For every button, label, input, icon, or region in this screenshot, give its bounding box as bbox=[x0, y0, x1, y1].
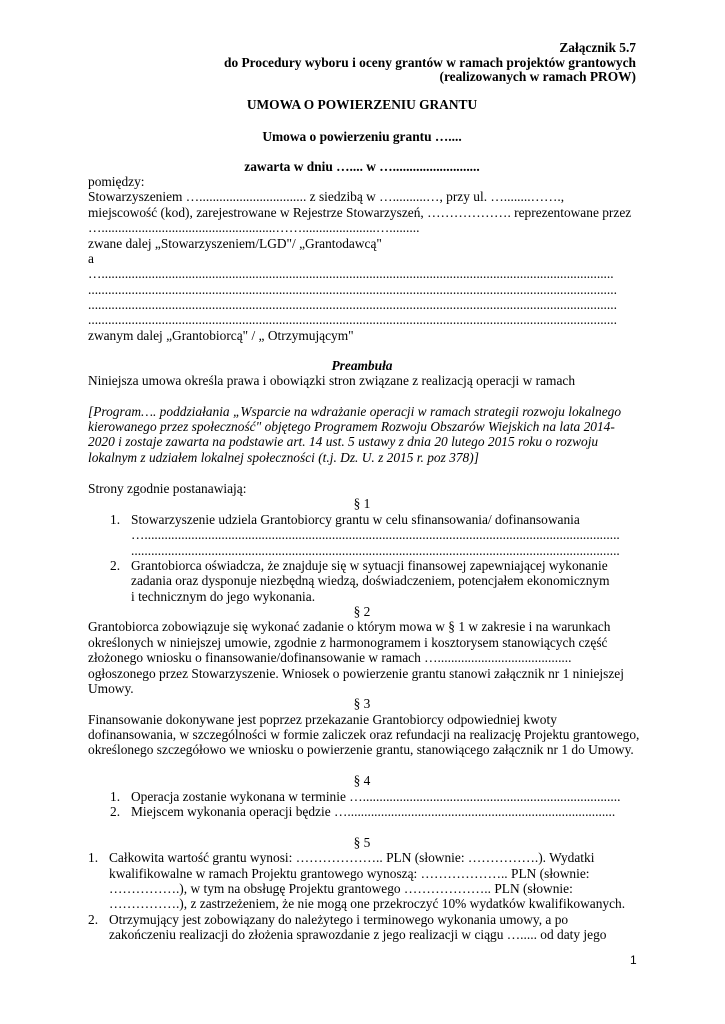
parties-line: miejscowość (kod), zarejestrowane w Rejestrze Stowarzyszeń, ………………. reprezentowane przez bbox=[88, 205, 632, 220]
section-2-text: określonych w niniejszej umowie, zgodnie z harmonogramem i kosztorysem stanowiących część bbox=[88, 635, 608, 650]
section-5-text: kwalifikowalne w ramach Projektu grantowego wynoszą: ……………….. PLN (słownie: bbox=[109, 866, 590, 881]
section-1-text: Stowarzyszenie udziela Grantobiorcy grantu w celu sfinansowania/ dofinansowania bbox=[131, 512, 580, 527]
section-2-text: ogłoszonego przez Stowarzyszenie. Wniosek o powierzenie grantu stanowi załącznik nr 1 niniejszej bbox=[88, 666, 624, 681]
preamble-italic: [Program…. poddziałania „Wsparcie na wdrażanie operacji w ramach strategii rozwoju lokalnego bbox=[88, 404, 622, 419]
section-1-dots: .................................................................................................................................................. bbox=[131, 543, 620, 558]
parties-dots: …......................................................................................................................................................... bbox=[88, 266, 614, 281]
section-3-text: dofinansowania, w szczególności w formie zaliczek oraz refundacji na realizację Projektu grantowego, bbox=[88, 727, 640, 742]
page-title: UMOWA O POWIERZENIU GRANTU bbox=[246, 97, 478, 112]
contract-number: Umowa o powierzeniu grantu ….... bbox=[262, 129, 462, 144]
list-number: 2. bbox=[88, 912, 99, 927]
attachment-subtitle-2: (realizowanych w ramach PROW) bbox=[439, 69, 636, 84]
preamble-italic: kierowanego przez społeczność" objętego Programem Rozwoju Obszarów Wiejskich na lata 2014- bbox=[88, 419, 615, 434]
parties-line: a bbox=[88, 251, 94, 266]
parties-dots: .............................................................................................................................................................. bbox=[88, 282, 617, 297]
section-3-sign: § 3 bbox=[353, 696, 371, 711]
page-number: 1 bbox=[630, 953, 637, 967]
section-5-sign: § 5 bbox=[353, 835, 371, 850]
section-5-text: Otrzymujący jest zobowiązany do należytego i terminowego wykonania umowy, a po bbox=[109, 912, 569, 927]
parties-dots: .............................................................................................................................................................. bbox=[88, 312, 617, 327]
parties-line: zwane dalej „Stowarzyszeniem/LGD"/ „Grantodawcą" bbox=[88, 236, 382, 251]
section-1-text: i technicznym do jego wykonania. bbox=[131, 589, 316, 604]
parties-intro: pomiędzy: bbox=[88, 174, 145, 189]
contract-date: zawarta w dniu ….... w ….......................... bbox=[244, 159, 480, 174]
attachment-subtitle: do Procedury wyboru i oceny grantów w ramach projektów grantowych bbox=[224, 55, 636, 70]
section-4-text: Miejscem wykonania operacji będzie …................................................................................ bbox=[131, 804, 616, 819]
section-1-dots: ….............................................................................................................................................. bbox=[131, 527, 620, 542]
section-2-text: Umowy. bbox=[88, 681, 134, 696]
section-4-text: Operacja zostanie wykonana w terminie …............................................................................. bbox=[131, 789, 621, 804]
list-number: 2. bbox=[110, 558, 121, 573]
list-number: 1. bbox=[110, 512, 121, 527]
section-5-text: zakończeniu realizacji do złożenia sprawozdanie z jego realizacji w ciągu …..... od daty jego bbox=[109, 927, 607, 942]
preamble-text: Niniejsza umowa określa prawa i obowiązki stron związane z realizacją operacji w ramach bbox=[88, 373, 576, 388]
section-1-text: Grantobiorca oświadcza, że znajduje się w sytuacji finansowej zapewniającej wykonanie bbox=[131, 558, 608, 573]
section-2-text: Grantobiorca zobowiązuje się wykonać zadanie o którym mowa w § 1 w zakresie i na warunkach bbox=[88, 619, 611, 634]
preamble-italic: lokalnym z udziałem lokalnej społeczności (t.j. Dz. U. z 2015 r. poz 378)] bbox=[88, 450, 479, 465]
agreed-text: Strony zgodnie postanawiają: bbox=[88, 481, 247, 496]
list-number: 1. bbox=[88, 850, 99, 865]
list-number: 1. bbox=[110, 789, 121, 804]
section-1-sign: § 1 bbox=[353, 496, 371, 511]
section-2-text: złożonego wniosku o finansowanie/dofinansowanie w ramach …........................................ bbox=[88, 650, 572, 665]
parties-line: …....................................................……......................…......... bbox=[88, 220, 420, 235]
preamble-heading: Preambuła bbox=[331, 358, 393, 373]
section-5-text: …………….), w tym na obsługę Projektu grantowego ……………….. PLN (słownie: bbox=[109, 881, 573, 896]
section-5-text: …………….), z zastrzeżeniem, że nie mogą one przekroczyć 10% wydatków kwalifikowanych. bbox=[109, 896, 626, 911]
section-4-sign: § 4 bbox=[353, 773, 371, 788]
section-3-text: określonego szczegółowo we wniosku o powierzenie grantu, stanowiącego załącznik nr 1 do Umowy. bbox=[88, 742, 634, 757]
section-2-sign: § 2 bbox=[353, 604, 371, 619]
attachment-label: Załącznik 5.7 bbox=[559, 40, 636, 55]
parties-dots: .............................................................................................................................................................. bbox=[88, 297, 617, 312]
preamble-italic: 2020 i zostaje zawarta na podstawie art. 14 ust. 5 ustawy z dnia 20 lutego 2015 roku o rozwoju bbox=[88, 434, 599, 449]
section-5-text: Całkowita wartość grantu wynosi: ……………….. PLN (słownie: …………….). Wydatki bbox=[109, 850, 595, 865]
parties-line: zwanym dalej „Grantobiorcą" / „ Otrzymującym" bbox=[88, 328, 354, 343]
parties-line: Stowarzyszeniem …................................ z siedzibą w …..........…, przy ul. …........……., bbox=[88, 189, 565, 204]
section-1-text: zadania oraz dysponuje niezbędną wiedzą, doświadczeniem, potencjałem ekonomicznym bbox=[131, 573, 610, 588]
list-number: 2. bbox=[110, 804, 121, 819]
section-3-text: Finansowanie dokonywane jest poprzez przekazanie Grantobiorcy odpowiedniej kwoty bbox=[88, 712, 557, 727]
